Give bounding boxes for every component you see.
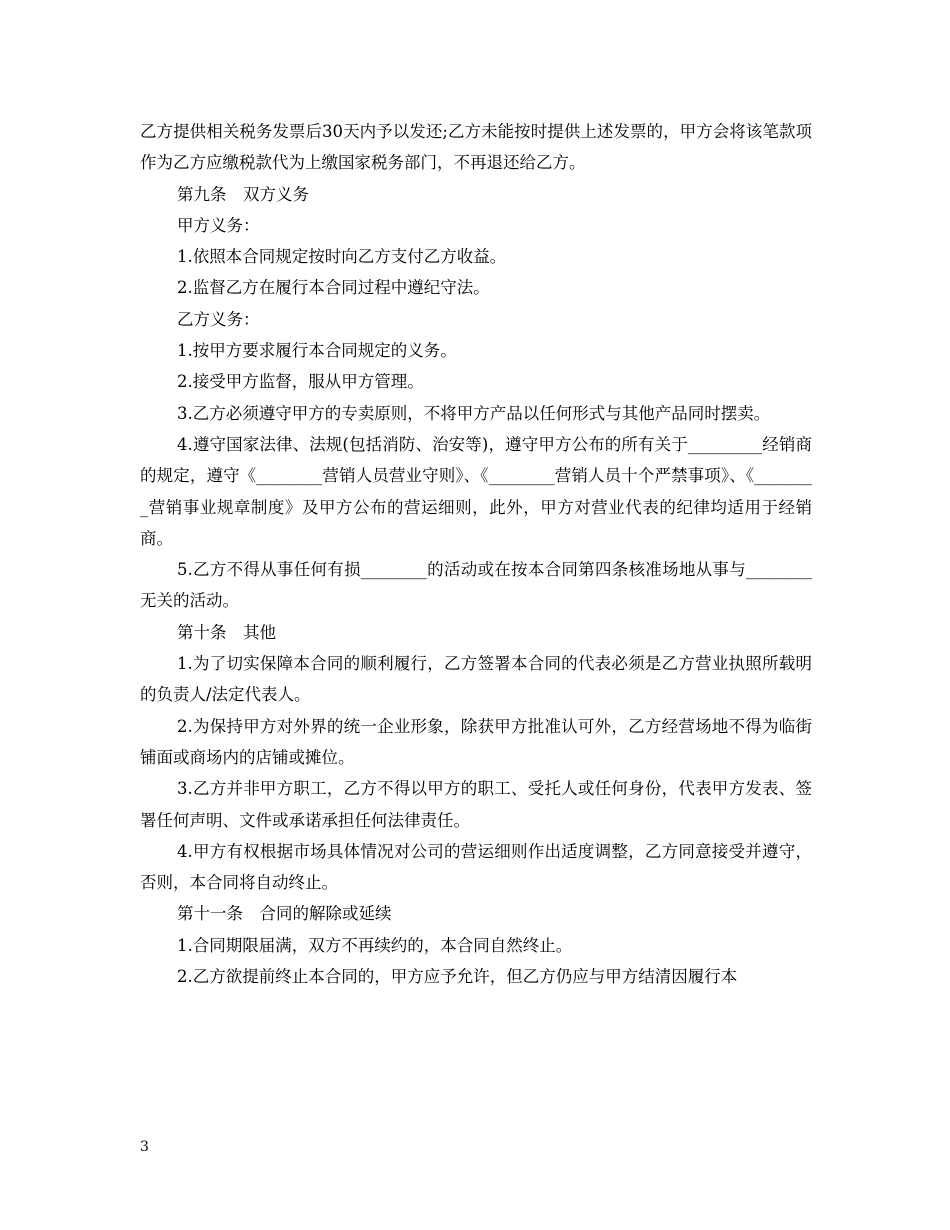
- section-heading-article-11: 第十一条 合同的解除或延续: [177, 904, 392, 924]
- party-a-obligations-label: 甲方义务：: [177, 215, 260, 235]
- paragraph-continuation: 乙方提供相关税务发票后30天内予以发还;乙方未能按时提供上述发票的，甲方会将该笔款项作为乙方应缴税款代为上缴国家税务部门，不再退还给乙方。: [140, 122, 812, 173]
- list-item: 2.乙方欲提前终止本合同的，甲方应予允许，但乙方仍应与甲方结清因履行本: [177, 967, 738, 987]
- party-b-obligations-label: 乙方义务：: [177, 309, 260, 329]
- list-item: 1.依照本合同规定按时向乙方支付乙方收益。: [177, 247, 507, 267]
- list-item: 2.为保持甲方对外界的统一企业形象，除获甲方批准认可外，乙方经营场地不得为临街铺面或商场内的店铺或摊位。: [140, 716, 812, 767]
- list-item: 3.乙方并非甲方职工，乙方不得以甲方的职工、受托人或任何身份，代表甲方发表、签署任何声明、文件或承诺承担任何法律责任。: [140, 779, 812, 830]
- list-item: 4.遵守国家法律、法规(包括消防、治安等)，遵守甲方公布的所有关于_________经销商的规定，遵守《________营销人员营业守则》、《________营销人员十个严禁事项》、《________营销事业规章制度》及甲方公布的营运细则，此外，甲方对营业代表的纪律均适用于经销商。: [140, 434, 812, 548]
- list-item: 5.乙方不得从事任何有损________的活动或在按本合同第四条核准场地从事与________无关的活动。: [140, 560, 812, 611]
- list-item: 1.合同期限届满，双方不再续约的，本合同自然终止。: [177, 935, 573, 955]
- list-item: 1.为了切实保障本合同的顺利履行，乙方签署本合同的代表必须是乙方营业执照所载明的负责人/法定代表人。: [140, 654, 812, 705]
- section-heading-article-10: 第十条 其他: [177, 622, 276, 642]
- page-number: 3: [140, 1139, 149, 1155]
- list-item: 2.监督乙方在履行本合同过程中遵纪守法。: [177, 278, 490, 298]
- section-heading-article-9: 第九条 双方义务: [177, 184, 309, 204]
- list-item: 4.甲方有权根据市场具体情况对公司的营运细则作出适度调整，乙方同意接受并遵守，否则，本合同将自动终止。: [140, 841, 812, 893]
- list-item: 2.接受甲方监督，服从甲方管理。: [177, 372, 424, 392]
- document-body: [140, 116, 812, 992]
- list-item: 1.按甲方要求履行本合同规定的义务。: [177, 341, 457, 361]
- list-item: 3.乙方必须遵守甲方的专卖原则，不将甲方产品以任何形式与其他产品同时摆卖。: [177, 403, 771, 423]
